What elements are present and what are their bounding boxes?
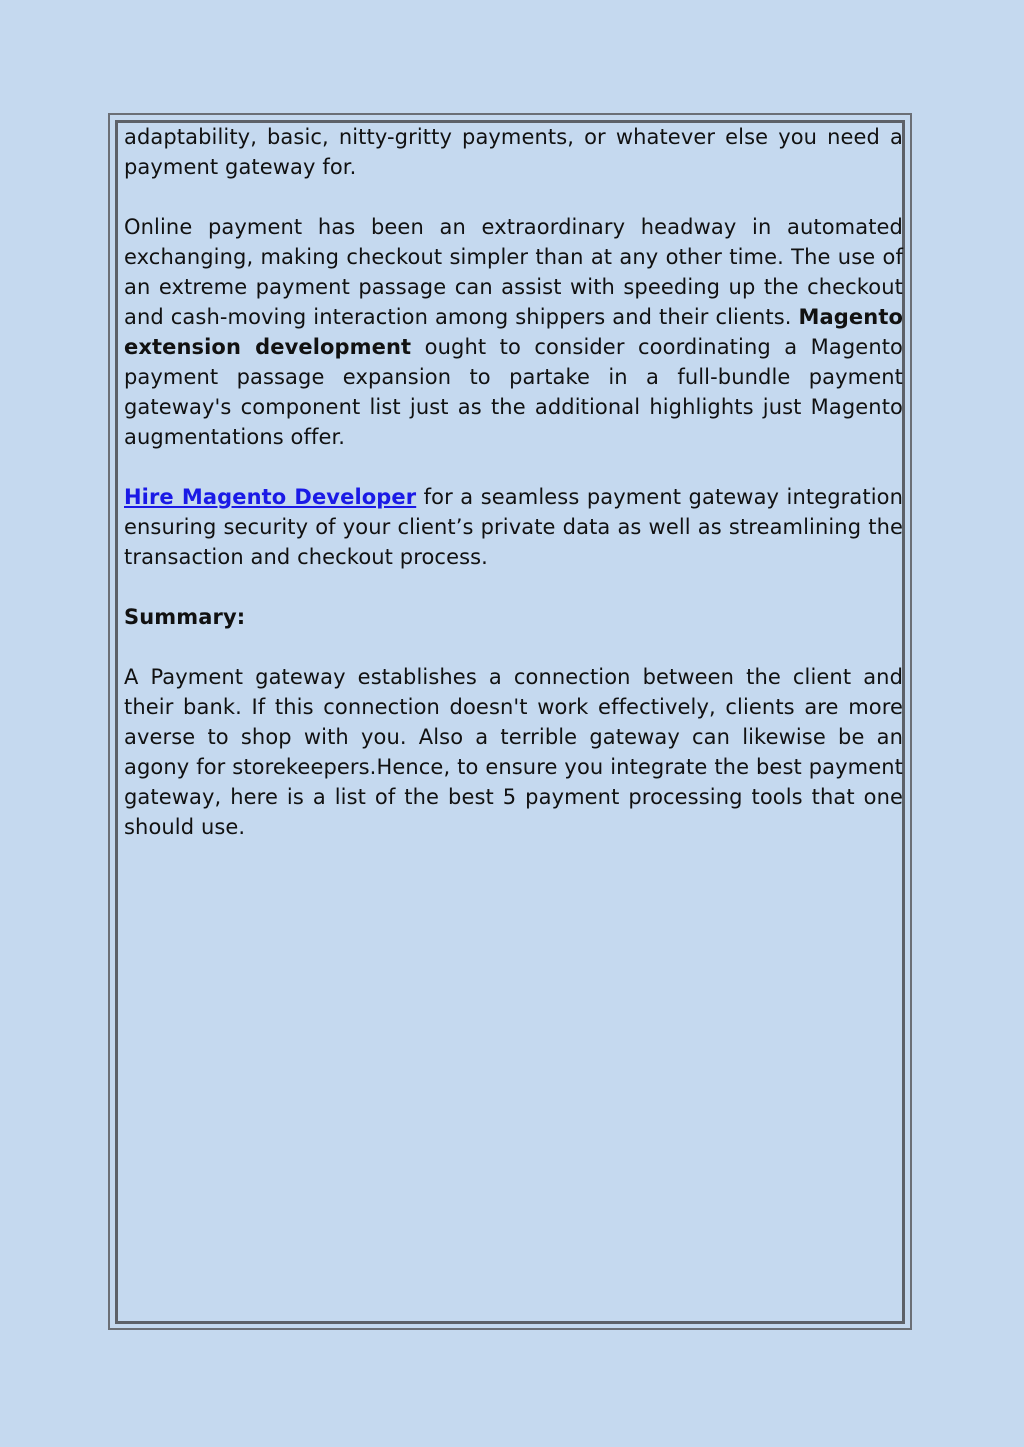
summary-heading: Summary: <box>124 605 246 629</box>
magento-extension-development-emphasis: Magento extension development <box>124 305 903 359</box>
paragraph-hire-developer <box>124 482 903 572</box>
hire-magento-developer-link[interactable]: Hire Magento Developer <box>124 485 417 509</box>
paragraph-intro <box>124 122 903 182</box>
paragraph-intro-text: adaptability, basic, nitty-gritty payments, or whatever else you need a payment gateway for. <box>124 125 903 179</box>
paragraph-online-payment-text-1: Online payment has been an extraordinary headway in automated exchanging, making checkout simpler than at any other time. The use of an extreme payment passage can assist with speeding up the checkout and cash-moving interaction among shippers and their clients. <box>124 215 903 329</box>
document-body <box>124 122 903 872</box>
paragraph-online-payment <box>124 212 903 452</box>
paragraph-hire-developer-text: for a seamless payment gateway integration ensuring security of your client’s private data as well as streamlining the transaction and checkout process. <box>124 485 903 569</box>
paragraph-online-payment-text-2: ought to consider coordinating a Magento payment passage expansion to partake in a full-bundle payment gateway's component list just as the additional highlights just Magento augmentations offer. <box>124 335 904 449</box>
paragraph-summary <box>124 662 903 842</box>
paragraph-summary-text: A Payment gateway establishes a connection between the client and their bank. If this connection doesn't work effectively, clients are more averse to shop with you. Also a terrible gateway can likewise be an agony for storekeepers.Hence, to ensure you integrate the best payment gateway, here is a list of the best 5 payment processing tools that one should use. <box>124 665 903 839</box>
